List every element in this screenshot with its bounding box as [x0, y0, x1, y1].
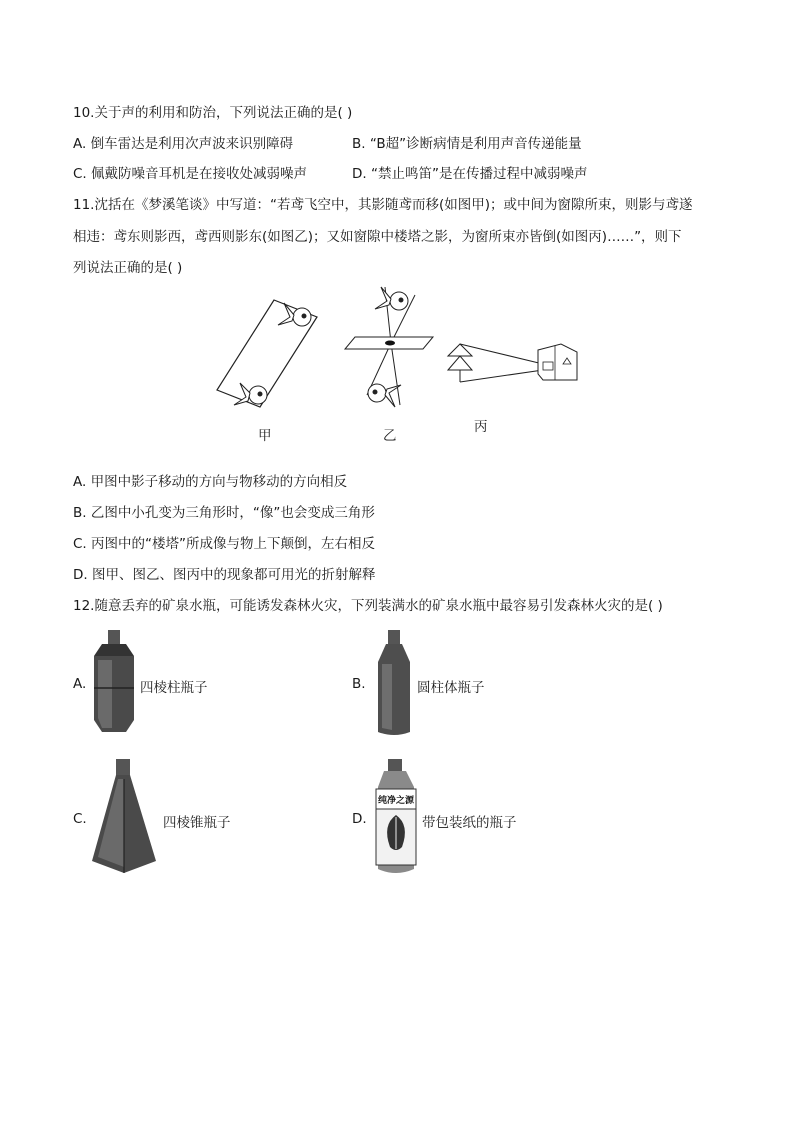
figure-jia-caption: 甲 [258, 428, 272, 444]
square-pyramid-bottle-image [88, 757, 160, 877]
q10-option-d: D. “禁止鸣笛”是在传播过程中减弱噪声 [352, 166, 588, 182]
kite-bird-lower [368, 384, 401, 407]
square-prism-bottle-image [88, 628, 140, 738]
q11-option-d: D. 图甲、图乙、图丙中的现象都可用光的折射解释 [73, 567, 376, 583]
q11-stem-line1: 11.沈括在《梦溪笔谈》中写道：“若鸢飞空中，其影随鸢而移(如图甲)；或中间为窗隙所束，则影与鸢遂 [73, 197, 693, 213]
figure-bing-caption: 丙 [474, 419, 488, 435]
q11-stem-line2: 相违：鸢东则影西，鸢西则影东(如图乙)；又如窗隙中楼塔之影，为窗所束亦皆倒(如图丙)……”，则下 [73, 229, 682, 245]
q11-option-b: B. 乙图中小孔变为三角形时，“像”也会变成三角形 [73, 505, 375, 521]
bottle-brand-logo: 纯净之源 [377, 796, 415, 806]
q10-option-a: A. 倒车雷达是利用次声波来识别障碍 [73, 136, 294, 152]
figure-yi-caption: 乙 [383, 428, 397, 444]
wrapped-bottle-image [370, 757, 422, 879]
q12-option-a-letter: A. [73, 676, 87, 692]
q12-option-a-label: 四棱柱瓶子 [140, 680, 208, 696]
q11-option-a: A. 甲图中影子移动的方向与物移动的方向相反 [73, 474, 348, 490]
cylinder-bottle-image [372, 628, 416, 740]
figure-jia [212, 295, 322, 425]
q10-option-c: C. 佩戴防噪音耳机是在接收处减弱噪声 [73, 166, 308, 182]
figure-bing [443, 340, 583, 390]
q12-option-d-label: 带包装纸的瓶子 [422, 815, 517, 831]
kite-bird-upper [375, 287, 408, 310]
q12-option-c-label: 四棱锥瓶子 [163, 815, 231, 831]
q12-option-c-letter: C. [73, 811, 87, 827]
kite-bird-top [278, 303, 311, 326]
q12-option-b-label: 圆柱体瓶子 [417, 680, 485, 696]
q12-option-d-letter: D. [352, 811, 367, 827]
q11-option-c: C. 丙图中的“楼塔”所成像与物上下颠倒，左右相反 [73, 536, 375, 552]
kite-bird-bottom [234, 383, 267, 405]
figure-yi [345, 285, 435, 415]
q10-option-b: B. “B超”诊断病情是利用声音传递能量 [352, 136, 582, 152]
q10-stem: 10.关于声的利用和防治，下列说法正确的是( ) [73, 105, 353, 121]
q12-option-b-letter: B. [352, 676, 366, 692]
q11-stem-line3: 列说法正确的是( ) [73, 260, 183, 276]
q12-stem: 12.随意丢弃的矿泉水瓶，可能诱发森林火灾，下列装满水的矿泉水瓶中最容易引发森林火灾的是( ) [73, 598, 663, 614]
